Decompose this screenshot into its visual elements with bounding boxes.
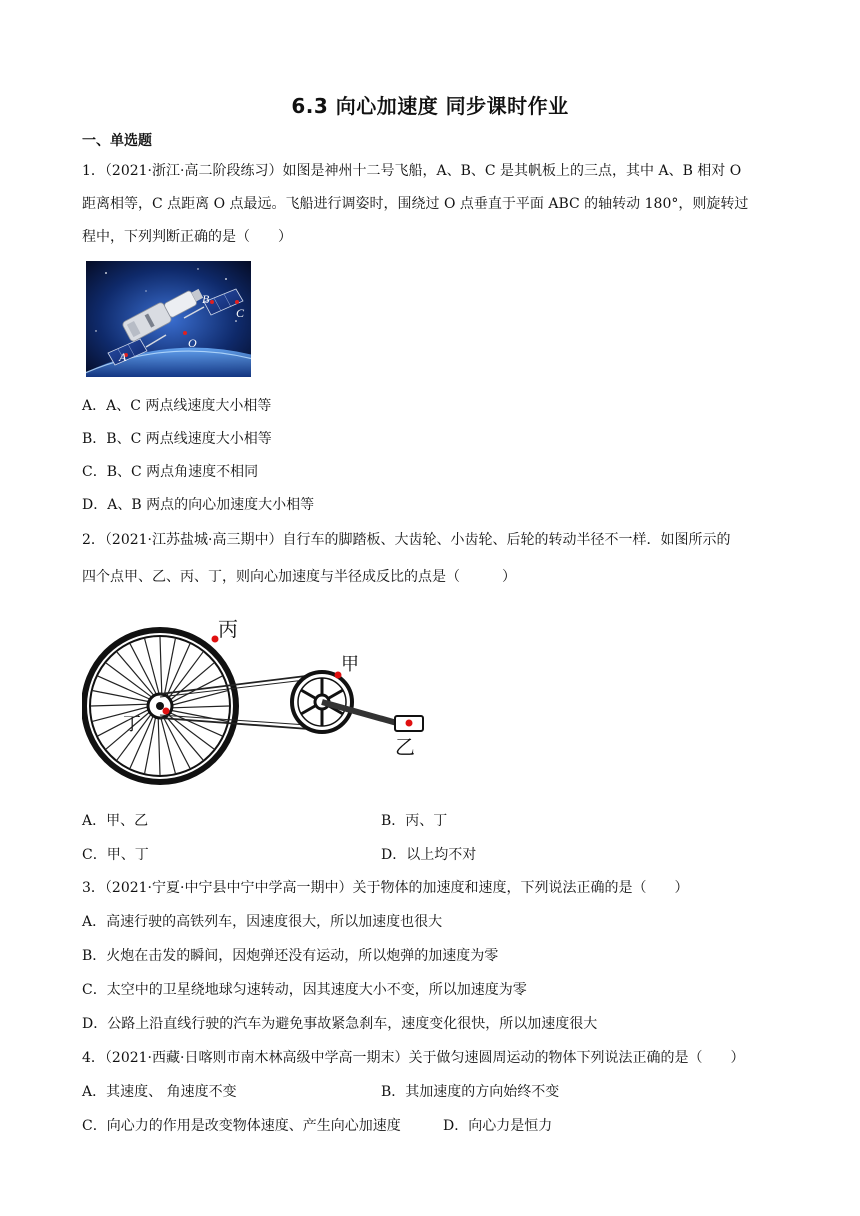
- stem-line: 如图是神州十二号飞船，A、B、C 是其帆板上的三点，其中 A、B 相对 O: [282, 163, 742, 179]
- option-b: B．B、C 两点线速度大小相等: [82, 431, 272, 447]
- stem-line: 关于物体的加速度和速度，下列说法正确的是（ ）: [352, 880, 689, 896]
- stem-line: 自行车的脚踏板、大齿轮、小齿轮、后轮的转动半径不一样．如图所示的: [282, 532, 731, 548]
- question-1-stem: [82, 155, 780, 254]
- question-number: 4．: [82, 1050, 105, 1066]
- spacecraft-figure: [86, 261, 251, 377]
- option-c: C．向心力的作用是改变物体速度、产生向心加速度: [82, 1118, 401, 1134]
- question-source: （2021·江苏盐城·高三期中）: [104, 532, 283, 548]
- option-c: C．太空中的卫星绕地球匀速转动，因其速度大小不变，所以加速度为零: [82, 982, 527, 998]
- question-source: （2021·宁夏·中宁县中宁中学高一期中）: [104, 880, 353, 896]
- wheel-spoke: [117, 652, 154, 696]
- option-b: B．丙、丁: [381, 813, 448, 829]
- label-a: A: [119, 350, 127, 364]
- bicycle-drive-figure: [82, 608, 442, 798]
- option-a: A．A、C 两点线速度大小相等: [82, 398, 272, 414]
- label-bing: 丙: [218, 617, 238, 641]
- question-number: 1．: [82, 163, 105, 179]
- question-4-stem: [82, 1048, 744, 1068]
- wheel-spoke: [164, 639, 175, 695]
- wheel-spoke: [158, 718, 160, 775]
- option-a: A．高速行驶的高铁列车，因速度很大，所以加速度也很大: [82, 914, 443, 930]
- option-c: C．B、C 两点角速度不相同: [82, 464, 259, 480]
- label-yi: 乙: [395, 735, 415, 759]
- question-source: （2021·浙江·高二阶段练习）: [104, 163, 283, 179]
- option-b: B．其加速度的方向始终不变: [381, 1084, 560, 1100]
- option-d: D．A、B 两点的向心加速度大小相等: [82, 497, 315, 513]
- stem-line: 关于做匀速圆周运动的物体下列说法正确的是（ ）: [408, 1050, 745, 1066]
- wheel-spoke: [172, 706, 229, 708]
- label-jia: 甲: [341, 654, 359, 675]
- option-c: C．甲、丁: [82, 847, 149, 863]
- wheel-spoke: [145, 717, 156, 773]
- question-3-stem: [82, 878, 688, 898]
- label-o: O: [188, 336, 197, 350]
- wheel-spoke: [170, 663, 214, 700]
- wheel-spoke: [91, 704, 148, 706]
- wheel-spoke: [160, 637, 162, 694]
- question-source: （2021·西藏·日喀则市南木林高级中学高一期末）: [104, 1050, 409, 1066]
- question-number: 3．: [82, 880, 105, 896]
- section-heading: 一、单选题: [82, 133, 152, 149]
- wheel-spoke: [166, 716, 203, 760]
- page-title: 6.3 向心加速度 同步课时作业: [291, 94, 569, 118]
- option-d: D．以上均不对: [381, 847, 477, 863]
- wheel-spoke: [93, 691, 149, 702]
- question-number: 2．: [82, 532, 105, 548]
- option-d: D．公路上沿直线行驶的汽车为避免事故紧急刹车，速度变化很快，所以加速度很大: [82, 1016, 598, 1032]
- option-b: B．火炮在击发的瞬间，因炮弹还没有运动，所以炮弹的加速度为零: [82, 948, 499, 964]
- stem-line: 四个点甲、乙、丙、丁，则向心加速度与半径成反比的点是（ ）: [82, 569, 516, 585]
- label-ding: 丁: [123, 714, 141, 735]
- wheel-spoke: [106, 663, 152, 697]
- stem-line: 程中，下列判断正确的是（ ）: [82, 229, 292, 245]
- stem-line: 距离相等，C 点距离 O 点最远。飞船进行调姿时，围绕过 O 点垂直于平面 ABC 的轴转动 180°，则旋转过: [82, 196, 749, 212]
- option-a: A．甲、乙: [82, 813, 149, 829]
- point-yi: [406, 720, 413, 727]
- point-ding: [163, 708, 170, 715]
- question-2-stem: [82, 522, 780, 596]
- label-b: B: [202, 292, 210, 306]
- option-d: D．向心力是恒力: [443, 1118, 553, 1134]
- wheel-spoke: [98, 676, 150, 699]
- label-c: C: [236, 306, 245, 320]
- option-a: A．其速度、 角速度不变: [82, 1084, 237, 1100]
- wheel-spoke: [167, 644, 190, 696]
